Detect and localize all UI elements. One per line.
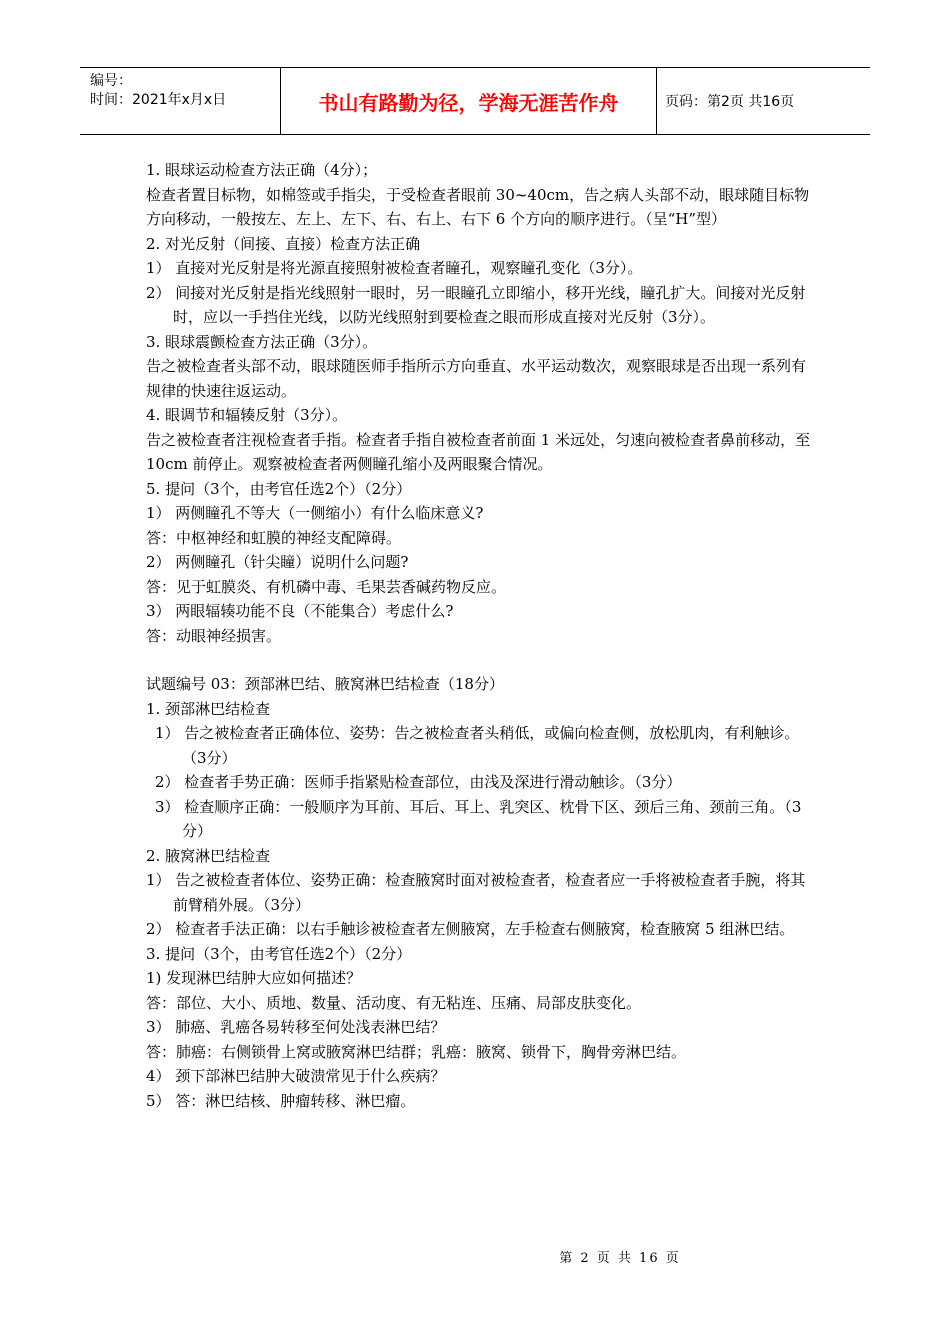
- paragraph: 1） 告之被检查者体位、姿势正确：检查腋窝时面对被检查者，检查者应一手将被检查者手腕，将其前臂稍外展。（3分）: [146, 871, 806, 914]
- paragraph: 告之被检查者注视检查者手指。检查者手指自被检查者前面 1 米远处，匀速向被检查者鼻前移动，至 10cm 前停止。观察被检查者两侧瞳孔缩小及两眼聚合情况。: [146, 430, 811, 473]
- paragraph: 4） 颈下部淋巴结肿大破溃常见于什么疾病？: [146, 1067, 446, 1085]
- paragraph: 答：动眼神经损害。: [146, 626, 282, 645]
- paragraph: 1. 颈部淋巴结检查: [146, 699, 271, 718]
- document-number: 编号：: [90, 73, 132, 89]
- paragraph: 5. 提问（3个，由考官任选2个）（2分）: [146, 479, 412, 498]
- paragraph: 5） 答：淋巴结核、肿瘤转移、淋巴瘤。: [146, 1091, 416, 1110]
- document-body: [146, 158, 811, 1113]
- paragraph: 答：中枢神经和虹膜的神经支配障碍。: [146, 528, 402, 547]
- paragraph: 告之被检查者头部不动，眼球随医师手指所示方向垂直、水平运动数次，观察眼球是否出现一系列有规律的快速往返运动。: [146, 357, 807, 400]
- paragraph: 检查者置目标物，如棉签或手指尖，于受检查者眼前 30~40cm，告之病人头部不动，眼球随目标物方向移动，一般按左、左上、左下、右、右上、右下 6 个方向的顺序进行。（呈“H”型）: [146, 185, 810, 228]
- header-page-number: 页码：第2页 共16页: [665, 94, 795, 110]
- paragraph: 答：见于虹膜炎、有机磷中毒、毛果芸香碱药物反应。: [146, 577, 507, 596]
- page-footer: 第 2 页 共 16 页: [559, 1251, 681, 1266]
- paragraph: 1） 两侧瞳孔不等大（一侧缩小）有什么临床意义?: [146, 504, 484, 522]
- paragraph: 试题编号 03：颈部淋巴结、腋窝淋巴结检查（18分）: [146, 675, 504, 693]
- document-date: 时间：2021年x月x日: [90, 92, 227, 108]
- paragraph: 3. 眼球震颤检查方法正确（3分）。: [146, 332, 378, 351]
- paragraph: 4. 眼调节和辐辏反射（3分）。: [146, 406, 348, 424]
- paragraph: 答：肺癌：右侧锁骨上窝或腋窝淋巴结群；乳癌：腋窝、锁骨下，胸骨旁淋巴结。: [146, 1042, 687, 1061]
- paragraph: 2） 检查者手法正确：以右手触诊被检查者左侧腋窝，左手检查右侧腋窝，检查腋窝 5 组淋巴结。: [146, 920, 795, 938]
- page-header: [80, 67, 870, 135]
- paragraph: 1） 直接对光反射是将光源直接照射被检查者瞳孔，观察瞳孔变化（3分）。: [146, 259, 643, 277]
- paragraph: 2. 腋窝淋巴结检查: [146, 846, 271, 865]
- paragraph: 1） 告之被检查者正确体位、姿势：告之被检查者头稍低，或偏向检查侧，放松肌肉，有利触诊。（3分）: [155, 724, 800, 767]
- paragraph: 1) 发现淋巴结肿大应如何描述？: [146, 969, 362, 987]
- header-meta: [80, 68, 280, 134]
- paragraph: 2） 间接对光反射是指光线照射一眼时，另一眼瞳孔立即缩小，移开光线，瞳孔扩大。间接对光反射时，应以一手挡住光线，以防光线照射到要检查之眼而形成直接对光反射（3分）。: [146, 283, 806, 326]
- paragraph: 2） 两侧瞳孔（针尖瞳）说明什么问题?: [146, 553, 409, 571]
- paragraph: 答：部位、大小、质地、数量、活动度、有无粘连、压痛、局部皮肤变化。: [146, 993, 642, 1012]
- paragraph: 3） 检查顺序正确：一般顺序为耳前、耳后、耳上、乳突区、枕骨下区、颈后三角、颈前三角。（3分）: [155, 797, 802, 840]
- paragraph: 3. 提问（3个，由考官任选2个）（2分）: [146, 944, 412, 963]
- paragraph: 1. 眼球运动检查方法正确（4分）；: [146, 161, 378, 179]
- paragraph-spacer: [146, 648, 811, 672]
- paragraph: 3） 肺癌、乳癌各易转移至何处浅表淋巴结？: [146, 1018, 446, 1036]
- paragraph: 2. 对光反射（间接、直接）检查方法正确: [146, 234, 421, 253]
- header-motto: 书山有路勤为径，学海无涯苦作舟: [280, 68, 657, 134]
- paragraph: 2） 检查者手势正确：医师手指紧贴检查部位，由浅及深进行滑动触诊。（3分）: [155, 773, 682, 791]
- paragraph: 3） 两眼辐辏功能不良（不能集合）考虑什么?: [146, 602, 454, 620]
